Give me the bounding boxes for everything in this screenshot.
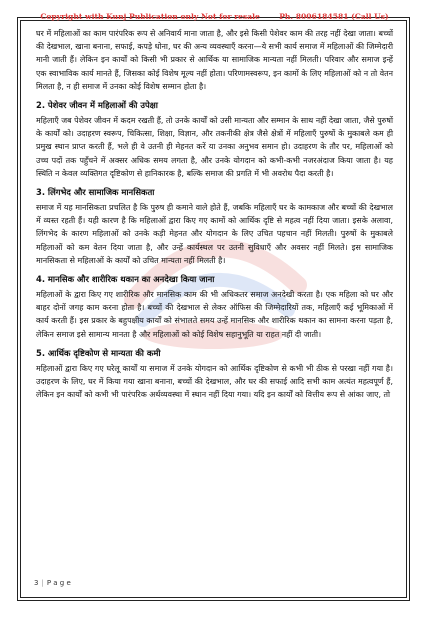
document-body [36,27,393,401]
intro-paragraph: घर में महिलाओं का काम पारंपरिक रूप से अनिवार्य माना जाता है, और इसे किसी पेशेवर काम की तरह नहीं देखा जाता। बच्चों की देखभाल, खाना बनाना, सफाई, कपड़े धोना, घर की अन्य व्यवस्थाएँ करना—ये सभी कार्य समाज में महिलाओं की जिम्मेदारी मानी जाती हैं। लेकिन इन कार्यों को किसी भी प्रकार से आर्थिक या सामाजिक मान्यता नहीं मिलती। परिवार और समाज इन्हें एक स्वाभाविक कार्य मानते हैं, जिसका कोई विशेष मूल्य नहीं होता। परिणामस्वरूप, इन कामों के लिए महिलाओं को न तो वेतन मिलता है, न ही समाज में उनका कोई विशेष सम्मान होता है। [36,29,393,91]
page-number: 3 [34,579,39,587]
section-heading-gender-mindset: 3. लिंगभेद और सामाजिक मानसिकता [36,187,155,198]
section-text-fatigue: महिलाओं के द्वारा किए गए शारीरिक और मानसिक काम की भी अधिकतर समाज अनदेखी करता है। एक महिला को घर और बाहर दोनों जगह काम करना होता है। बच्चों की देखभाल से लेकर ऑफिस की जिम्मेदारियों तक, महिलाएँ कई भूमिकाओं में कार्य करती हैं। इस प्रकार के बहुपक्षीय कार्यों को संभालते समय उन्हें मानसिक और शारीरिक थकान का सामना करना पड़ता है, लेकिन समाज इसे सामान्य मानता है और महिलाओं को कोई विशेष सहानुभूति या राहत नहीं दी जाती। [36,290,393,339]
section-text-neglect-professional: महिलाएँ जब पेशेवर जीवन में कदम रखती हैं, तो उनके कार्यों को उसी मान्यता और सम्मान के साथ नहीं देखा जाता, जैसे पुरुषों के कार्यों को। उदाहरण स्वरूप, चिकित्सा, शिक्षा, विज्ञान, और तकनीकी क्षेत्र जैसे क्षेत्रों में महिलाएँ पुरुषों के मुकाबले कम ही प्रमुख स्थान प्राप्त करती हैं, भले ही वे उतनी ही मेहनत करें या उनका अनुभव समान हो। उदाहरण के तौर पर, महिलाओं को उच्च पदों तक पहुँचने में अक्सर अधिक समय लगता है, और उनके योगदान को कभी-कभी नजरअंदाज किया जाता है। यह स्थिति न केवल व्यक्तिगत दृष्टिकोण से हानिकारक है, बल्कि समाज की प्रगति में भी अवरोध पैदा करती है। [36,116,393,178]
copyright-notice: Copyright with Kunj Publication only Not for resale [40,12,260,21]
page-label: P a g e [46,579,71,587]
section-heading-neglect-professional: 2. पेशेवर जीवन में महिलाओं की उपेक्षा [36,100,158,111]
section-text-economic: महिलाओं द्वारा किए गए घरेलू कार्यों या समाज में उनके योगदान को आर्थिक दृष्टिकोण से कभी भी ठीक से परखा नहीं गया है। उदाहरण के लिए, घर में किया गया खाना बनाना, बच्चों की देखभाल, और घर की सफाई आदि सभी काम अत्यंत महत्वपूर्ण हैं, लेकिन इन कार्यों को कभी भी पारंपरिक अर्थव्यवस्था में स्थान नहीं दिया गया। यदि इन कार्यों को वित्तीय रूप से आंका जाए, तो [36,363,393,400]
section-text-gender-mindset: समाज में यह मानसिकता प्रचलित है कि पुरुष ही कमाने वाले होते हैं, जबकि महिलाएँ घर के कामकाज और बच्चों की देखभाल में व्यस्त रहती हैं। यही कारण है कि महिलाओं द्वारा किए गए कामों को आर्थिक दृष्टि से महत्व नहीं दिया जाता। इसके अलावा, लिंगभेद के कारण महिलाओं को उनके कड़ी मेहनत और योगदान के लिए उचित पहचान नहीं मिलती। पुरुषों के मुकाबले महिलाओं को कम वेतन दिया जाता है, और उन्हें कार्यस्थल पर उतनी सुविधाएँ और अवसर नहीं मिलते। इस सामाजिक मानसिकता से महिलाओं के कार्यों को उचित मान्यता नहीं मिलती है। [36,203,393,265]
section-heading-economic: 5. आर्थिक दृष्टिकोण से मान्यता की कमी [36,347,161,358]
footer-separator: | [41,579,44,587]
contact-phone: Ph. 8006184581 (Call Us) [279,12,389,21]
page-header [0,12,429,21]
section-heading-fatigue: 4. मानसिक और शारीरिक थकान का अनदेखा किया जाना [36,274,215,285]
page-footer [34,579,71,587]
